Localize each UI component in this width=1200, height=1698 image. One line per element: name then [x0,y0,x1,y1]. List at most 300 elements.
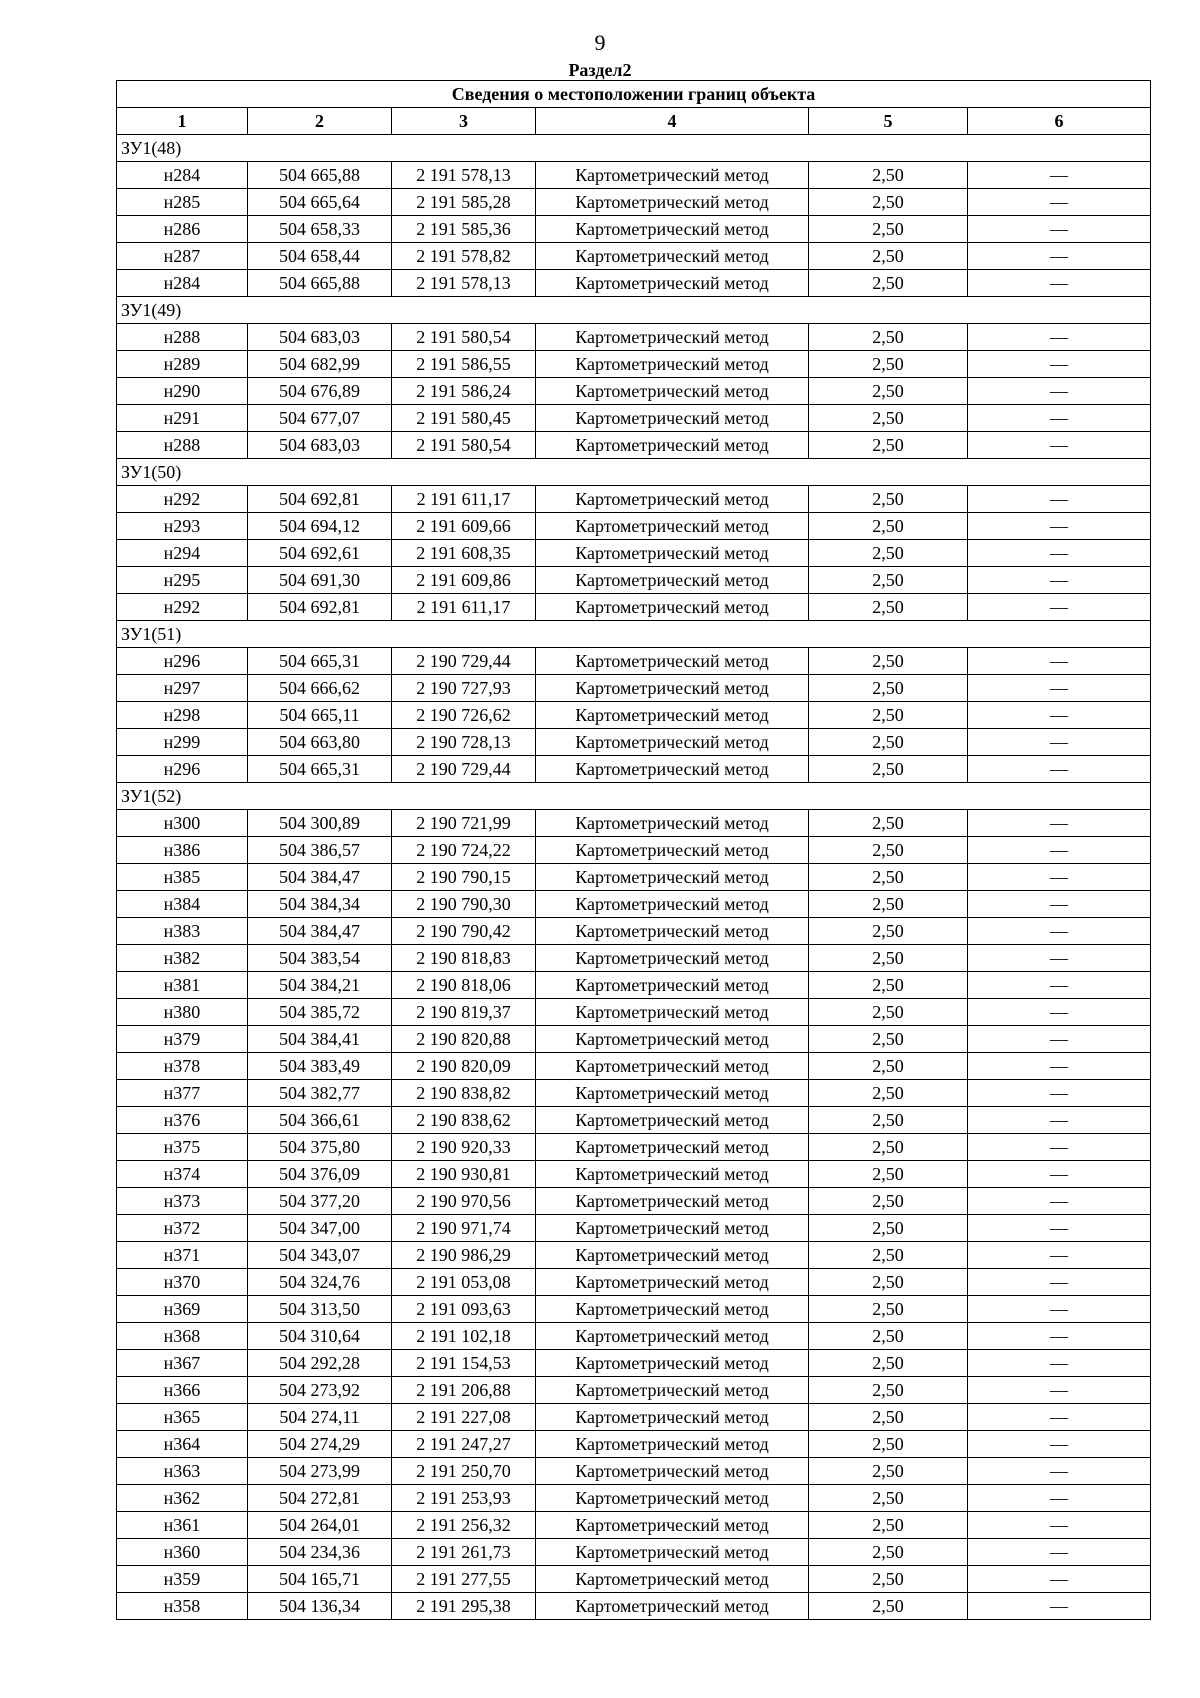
point-name-cell: н293 [117,513,248,540]
y-coordinate-cell: 2 191 609,66 [392,513,536,540]
point-name-cell: н370 [117,1269,248,1296]
description-cell: — [968,1053,1151,1080]
table-row [117,837,1151,864]
accuracy-cell: 2,50 [809,1512,968,1539]
y-coordinate-cell: 2 191 206,88 [392,1377,536,1404]
point-name-cell: н380 [117,999,248,1026]
description-cell: — [968,864,1151,891]
point-name-cell: н382 [117,945,248,972]
table-header-row [117,108,1151,135]
method-cell: Картометрический метод [536,540,809,567]
column-header: 3 [392,108,536,135]
x-coordinate-cell: 504 682,99 [248,351,392,378]
point-name-cell: н385 [117,864,248,891]
accuracy-cell: 2,50 [809,1539,968,1566]
point-name-cell: н291 [117,405,248,432]
description-cell: — [968,1539,1151,1566]
y-coordinate-cell: 2 190 819,37 [392,999,536,1026]
method-cell: Картометрический метод [536,162,809,189]
description-cell: — [968,189,1151,216]
y-coordinate-cell: 2 190 721,99 [392,810,536,837]
x-coordinate-cell: 504 384,21 [248,972,392,999]
description-cell: — [968,756,1151,783]
method-cell: Картометрический метод [536,594,809,621]
description-cell: — [968,1080,1151,1107]
point-name-cell: н365 [117,1404,248,1431]
accuracy-cell: 2,50 [809,432,968,459]
point-name-cell: н361 [117,1512,248,1539]
x-coordinate-cell: 504 663,80 [248,729,392,756]
description-cell: — [968,891,1151,918]
x-coordinate-cell: 504 683,03 [248,324,392,351]
table-caption: Сведения о местоположении границ объекта [117,81,1151,108]
method-cell: Картометрический метод [536,513,809,540]
point-name-cell: н287 [117,243,248,270]
x-coordinate-cell: 504 665,31 [248,756,392,783]
method-cell: Картометрический метод [536,567,809,594]
accuracy-cell: 2,50 [809,270,968,297]
point-name-cell: н373 [117,1188,248,1215]
y-coordinate-cell: 2 190 729,44 [392,756,536,783]
point-name-cell: н379 [117,1026,248,1053]
y-coordinate-cell: 2 191 261,73 [392,1539,536,1566]
point-name-cell: н383 [117,918,248,945]
accuracy-cell: 2,50 [809,216,968,243]
method-cell: Картометрический метод [536,1161,809,1188]
method-cell: Картометрический метод [536,1053,809,1080]
accuracy-cell: 2,50 [809,864,968,891]
y-coordinate-cell: 2 190 790,30 [392,891,536,918]
y-coordinate-cell: 2 191 277,55 [392,1566,536,1593]
x-coordinate-cell: 504 691,30 [248,567,392,594]
table-row [117,216,1151,243]
method-cell: Картометрический метод [536,756,809,783]
x-coordinate-cell: 504 274,11 [248,1404,392,1431]
description-cell: — [968,351,1151,378]
table-row [117,405,1151,432]
accuracy-cell: 2,50 [809,648,968,675]
accuracy-cell: 2,50 [809,486,968,513]
description-cell: — [968,1350,1151,1377]
group-label: ЗУ1(48) [117,135,1151,162]
accuracy-cell: 2,50 [809,810,968,837]
method-cell: Картометрический метод [536,837,809,864]
y-coordinate-cell: 2 190 820,09 [392,1053,536,1080]
x-coordinate-cell: 504 385,72 [248,999,392,1026]
description-cell: — [968,675,1151,702]
table-row [117,486,1151,513]
accuracy-cell: 2,50 [809,1593,968,1620]
point-name-cell: н295 [117,567,248,594]
method-cell: Картометрический метод [536,1080,809,1107]
x-coordinate-cell: 504 264,01 [248,1512,392,1539]
y-coordinate-cell: 2 190 726,62 [392,702,536,729]
point-name-cell: н372 [117,1215,248,1242]
point-name-cell: н358 [117,1593,248,1620]
table-row [117,1242,1151,1269]
description-cell: — [968,378,1151,405]
method-cell: Картометрический метод [536,1593,809,1620]
method-cell: Картометрический метод [536,270,809,297]
method-cell: Картометрический метод [536,243,809,270]
method-cell: Картометрический метод [536,1404,809,1431]
x-coordinate-cell: 504 313,50 [248,1296,392,1323]
table-row [117,1107,1151,1134]
y-coordinate-cell: 2 190 790,42 [392,918,536,945]
point-name-cell: н288 [117,432,248,459]
x-coordinate-cell: 504 383,49 [248,1053,392,1080]
point-name-cell: н366 [117,1377,248,1404]
x-coordinate-cell: 504 666,62 [248,675,392,702]
x-coordinate-cell: 504 677,07 [248,405,392,432]
x-coordinate-cell: 504 694,12 [248,513,392,540]
y-coordinate-cell: 2 190 838,82 [392,1080,536,1107]
table-row [117,1404,1151,1431]
x-coordinate-cell: 504 273,92 [248,1377,392,1404]
table-row [117,567,1151,594]
accuracy-cell: 2,50 [809,540,968,567]
point-name-cell: н296 [117,756,248,783]
x-coordinate-cell: 504 384,47 [248,864,392,891]
accuracy-cell: 2,50 [809,351,968,378]
method-cell: Картометрический метод [536,1377,809,1404]
description-cell: — [968,702,1151,729]
accuracy-cell: 2,50 [809,567,968,594]
description-cell: — [968,216,1151,243]
point-name-cell: н384 [117,891,248,918]
x-coordinate-cell: 504 300,89 [248,810,392,837]
method-cell: Картометрический метод [536,1026,809,1053]
accuracy-cell: 2,50 [809,1215,968,1242]
point-name-cell: н378 [117,1053,248,1080]
accuracy-cell: 2,50 [809,702,968,729]
method-cell: Картометрический метод [536,945,809,972]
x-coordinate-cell: 504 384,34 [248,891,392,918]
method-cell: Картометрический метод [536,1566,809,1593]
section-title: Раздел2 [568,60,632,80]
description-cell: — [968,162,1151,189]
column-header: 5 [809,108,968,135]
method-cell: Картометрический метод [536,675,809,702]
point-name-cell: н300 [117,810,248,837]
method-cell: Картометрический метод [536,1296,809,1323]
accuracy-cell: 2,50 [809,945,968,972]
x-coordinate-cell: 504 234,36 [248,1539,392,1566]
x-coordinate-cell: 504 384,41 [248,1026,392,1053]
method-cell: Картометрический метод [536,648,809,675]
point-name-cell: н364 [117,1431,248,1458]
y-coordinate-cell: 2 190 728,13 [392,729,536,756]
description-cell: — [968,1458,1151,1485]
point-name-cell: н376 [117,1107,248,1134]
group-row [117,297,1151,324]
method-cell: Картометрический метод [536,324,809,351]
point-name-cell: н294 [117,540,248,567]
x-coordinate-cell: 504 274,29 [248,1431,392,1458]
method-cell: Картометрический метод [536,729,809,756]
y-coordinate-cell: 2 190 818,83 [392,945,536,972]
method-cell: Картометрический метод [536,1485,809,1512]
description-cell: — [968,810,1151,837]
y-coordinate-cell: 2 190 986,29 [392,1242,536,1269]
x-coordinate-cell: 504 165,71 [248,1566,392,1593]
point-name-cell: н369 [117,1296,248,1323]
x-coordinate-cell: 504 658,44 [248,243,392,270]
accuracy-cell: 2,50 [809,1053,968,1080]
y-coordinate-cell: 2 191 578,13 [392,270,536,297]
table-row [117,972,1151,999]
accuracy-cell: 2,50 [809,378,968,405]
accuracy-cell: 2,50 [809,1377,968,1404]
point-name-cell: н284 [117,270,248,297]
description-cell: — [968,729,1151,756]
description-cell: — [968,648,1151,675]
table-row [117,675,1151,702]
y-coordinate-cell: 2 191 227,08 [392,1404,536,1431]
point-name-cell: н299 [117,729,248,756]
description-cell: — [968,1485,1151,1512]
accuracy-cell: 2,50 [809,513,968,540]
x-coordinate-cell: 504 683,03 [248,432,392,459]
x-coordinate-cell: 504 665,31 [248,648,392,675]
description-cell: — [968,1215,1151,1242]
method-cell: Картометрический метод [536,1242,809,1269]
accuracy-cell: 2,50 [809,594,968,621]
x-coordinate-cell: 504 376,09 [248,1161,392,1188]
x-coordinate-cell: 504 658,33 [248,216,392,243]
group-label: ЗУ1(51) [117,621,1151,648]
accuracy-cell: 2,50 [809,999,968,1026]
accuracy-cell: 2,50 [809,1188,968,1215]
table-row [117,648,1151,675]
table-row [117,1566,1151,1593]
y-coordinate-cell: 2 191 247,27 [392,1431,536,1458]
accuracy-cell: 2,50 [809,1323,968,1350]
method-cell: Картометрический метод [536,1431,809,1458]
table-row [117,1080,1151,1107]
method-cell: Картометрический метод [536,999,809,1026]
description-cell: — [968,1431,1151,1458]
accuracy-cell: 2,50 [809,1161,968,1188]
description-cell: — [968,567,1151,594]
y-coordinate-cell: 2 191 578,13 [392,162,536,189]
description-cell: — [968,540,1151,567]
point-name-cell: н363 [117,1458,248,1485]
description-cell: — [968,999,1151,1026]
table-row [117,162,1151,189]
description-cell: — [968,1323,1151,1350]
point-name-cell: н292 [117,486,248,513]
accuracy-cell: 2,50 [809,891,968,918]
y-coordinate-cell: 2 191 611,17 [392,486,536,513]
method-cell: Картометрический метод [536,891,809,918]
point-name-cell: н367 [117,1350,248,1377]
table-caption-row [117,81,1151,108]
x-coordinate-cell: 504 692,61 [248,540,392,567]
x-coordinate-cell: 504 292,28 [248,1350,392,1377]
x-coordinate-cell: 504 310,64 [248,1323,392,1350]
column-header: 2 [248,108,392,135]
x-coordinate-cell: 504 386,57 [248,837,392,864]
table-row [117,1026,1151,1053]
table-row [117,1539,1151,1566]
description-cell: — [968,1026,1151,1053]
description-cell: — [968,837,1151,864]
group-row [117,621,1151,648]
table-row [117,432,1151,459]
method-cell: Картометрический метод [536,216,809,243]
description-cell: — [968,1593,1151,1620]
method-cell: Картометрический метод [536,1134,809,1161]
description-cell: — [968,1377,1151,1404]
table-row [117,1431,1151,1458]
point-name-cell: н284 [117,162,248,189]
table-row [117,513,1151,540]
table-row [117,243,1151,270]
table-row [117,1269,1151,1296]
description-cell: — [968,1242,1151,1269]
group-label: ЗУ1(49) [117,297,1151,324]
method-cell: Картометрический метод [536,378,809,405]
accuracy-cell: 2,50 [809,1458,968,1485]
description-cell: — [968,1134,1151,1161]
accuracy-cell: 2,50 [809,1107,968,1134]
method-cell: Картометрический метод [536,1269,809,1296]
accuracy-cell: 2,50 [809,1296,968,1323]
description-cell: — [968,1566,1151,1593]
method-cell: Картометрический метод [536,1458,809,1485]
method-cell: Картометрический метод [536,810,809,837]
table-row [117,1215,1151,1242]
y-coordinate-cell: 2 190 790,15 [392,864,536,891]
accuracy-cell: 2,50 [809,324,968,351]
y-coordinate-cell: 2 191 580,45 [392,405,536,432]
point-name-cell: н285 [117,189,248,216]
x-coordinate-cell: 504 324,76 [248,1269,392,1296]
method-cell: Картометрический метод [536,702,809,729]
accuracy-cell: 2,50 [809,1134,968,1161]
point-name-cell: н297 [117,675,248,702]
x-coordinate-cell: 504 366,61 [248,1107,392,1134]
y-coordinate-cell: 2 191 250,70 [392,1458,536,1485]
y-coordinate-cell: 2 190 838,62 [392,1107,536,1134]
point-name-cell: н374 [117,1161,248,1188]
point-name-cell: н359 [117,1566,248,1593]
y-coordinate-cell: 2 191 102,18 [392,1323,536,1350]
accuracy-cell: 2,50 [809,837,968,864]
point-name-cell: н386 [117,837,248,864]
method-cell: Картометрический метод [536,351,809,378]
table-row [117,756,1151,783]
method-cell: Картометрический метод [536,432,809,459]
accuracy-cell: 2,50 [809,1566,968,1593]
method-cell: Картометрический метод [536,972,809,999]
x-coordinate-cell: 504 377,20 [248,1188,392,1215]
table-row [117,378,1151,405]
description-cell: — [968,1107,1151,1134]
method-cell: Картометрический метод [536,1512,809,1539]
group-row [117,783,1151,810]
accuracy-cell: 2,50 [809,1026,968,1053]
table-row [117,1485,1151,1512]
table-row [117,891,1151,918]
method-cell: Картометрический метод [536,864,809,891]
y-coordinate-cell: 2 191 611,17 [392,594,536,621]
accuracy-cell: 2,50 [809,1350,968,1377]
x-coordinate-cell: 504 665,64 [248,189,392,216]
table-row [117,810,1151,837]
point-name-cell: н292 [117,594,248,621]
accuracy-cell: 2,50 [809,1269,968,1296]
y-coordinate-cell: 2 191 609,86 [392,567,536,594]
accuracy-cell: 2,50 [809,189,968,216]
point-name-cell: н377 [117,1080,248,1107]
table-row [117,270,1151,297]
y-coordinate-cell: 2 191 256,32 [392,1512,536,1539]
boundary-coordinates-table [116,80,1151,1620]
accuracy-cell: 2,50 [809,1431,968,1458]
y-coordinate-cell: 2 190 727,93 [392,675,536,702]
description-cell: — [968,1269,1151,1296]
group-label: ЗУ1(52) [117,783,1151,810]
table-row [117,1323,1151,1350]
y-coordinate-cell: 2 190 820,88 [392,1026,536,1053]
point-name-cell: н286 [117,216,248,243]
table-row [117,1512,1151,1539]
description-cell: — [968,270,1151,297]
point-name-cell: н362 [117,1485,248,1512]
accuracy-cell: 2,50 [809,756,968,783]
y-coordinate-cell: 2 191 586,24 [392,378,536,405]
method-cell: Картометрический метод [536,1188,809,1215]
y-coordinate-cell: 2 190 920,33 [392,1134,536,1161]
description-cell: — [968,594,1151,621]
method-cell: Картометрический метод [536,1107,809,1134]
group-row [117,135,1151,162]
description-cell: — [968,432,1151,459]
description-cell: — [968,945,1151,972]
y-coordinate-cell: 2 190 724,22 [392,837,536,864]
point-name-cell: н290 [117,378,248,405]
point-name-cell: н360 [117,1539,248,1566]
description-cell: — [968,918,1151,945]
accuracy-cell: 2,50 [809,1080,968,1107]
accuracy-cell: 2,50 [809,162,968,189]
table-row [117,945,1151,972]
y-coordinate-cell: 2 191 580,54 [392,432,536,459]
x-coordinate-cell: 504 382,77 [248,1080,392,1107]
accuracy-cell: 2,50 [809,1485,968,1512]
y-coordinate-cell: 2 191 053,08 [392,1269,536,1296]
method-cell: Картометрический метод [536,1323,809,1350]
table-row [117,1377,1151,1404]
point-name-cell: н298 [117,702,248,729]
point-name-cell: н381 [117,972,248,999]
accuracy-cell: 2,50 [809,243,968,270]
table-row [117,702,1151,729]
y-coordinate-cell: 2 191 585,28 [392,189,536,216]
method-cell: Картометрический метод [536,486,809,513]
y-coordinate-cell: 2 191 585,36 [392,216,536,243]
x-coordinate-cell: 504 383,54 [248,945,392,972]
table-row [117,594,1151,621]
table-row [117,1053,1151,1080]
method-cell: Картометрический метод [536,405,809,432]
x-coordinate-cell: 504 136,34 [248,1593,392,1620]
x-coordinate-cell: 504 343,07 [248,1242,392,1269]
x-coordinate-cell: 504 665,11 [248,702,392,729]
point-name-cell: н289 [117,351,248,378]
